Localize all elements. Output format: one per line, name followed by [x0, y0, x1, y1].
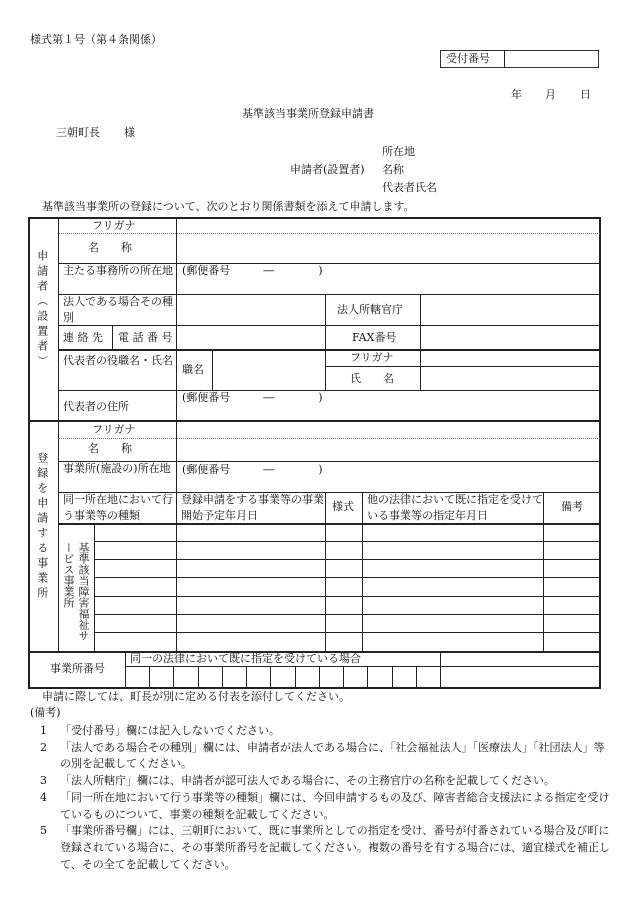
remark-item: 2 「法人である場合その種別」欄には、申請者が法人である場合に、「社会福祉法人」「医療法人」「社団法人」等の別を記載してください。: [40, 740, 605, 771]
grid-line: [416, 666, 417, 688]
rep-name-label: 氏 名: [350, 372, 394, 385]
contact-label: 連 絡 先: [63, 331, 103, 344]
same-law-label: 同一の法律において既に指定を受けている場合: [130, 652, 361, 665]
grid-line: [58, 390, 600, 391]
grid-line: [58, 233, 600, 234]
grid-line: [94, 577, 600, 578]
grid-line: [325, 366, 600, 367]
office-number-label: 事業所番号: [50, 662, 105, 675]
rep-address-label: 代表者の住所: [63, 400, 129, 413]
grid-line: [94, 541, 600, 542]
remark-item: 5 「事業所番号欄」には、三朝町において、既に事業所としての指定を受け、番号が付番されている場合及び町に登録されている場合に、その事業所番号を記載してください。複数の番号を有する場合には、適宜様式を補正して、その全てを記載してください。: [40, 824, 610, 871]
date-month: 月: [545, 88, 556, 101]
applicant-heading: 申請者(設置者): [290, 163, 365, 176]
grid-line: [94, 596, 600, 597]
office-postal: (郵便番号 ― ): [182, 264, 323, 277]
grid-line: [173, 666, 174, 688]
grid-line: [58, 438, 600, 439]
grid-line: [325, 492, 326, 651]
corp-type-label: 法人である場合その種別: [63, 295, 173, 324]
remark-item: 3 「法人所轄庁」欄には、申請者が認可法人である場合に、その主務官庁の名称を記載してください。: [40, 774, 555, 788]
remark-item: 1 「受付番号」欄には記入しないでください。: [40, 724, 280, 737]
grid-line: [125, 651, 126, 688]
grid-line: [94, 632, 600, 633]
grid-line: [392, 666, 393, 688]
column-header-start-date: 登録申請をする事業等の事業開始予定年月日: [181, 493, 324, 522]
grid-line: [58, 217, 59, 651]
applicant-location-label: 所在地: [382, 145, 415, 158]
column-header-designation-date: 他の法律において既に指定を受けている事業等の指定年月日: [367, 493, 543, 522]
grid-line: [28, 687, 601, 689]
grid-line: [58, 349, 600, 351]
grid-line: [543, 492, 544, 651]
facility-furigana-label: フリガナ: [92, 423, 136, 436]
applicant-name-label: 名 称: [88, 241, 132, 254]
grid-line: [198, 666, 199, 688]
grid-line: [599, 217, 601, 689]
corp-authority-label: 法人所轄官庁: [337, 303, 403, 316]
remarks-list: [40, 723, 610, 873]
column-header-remarks: 備考: [561, 500, 583, 513]
applicant-section-label: 申請者（設置者）: [35, 250, 49, 370]
remarks-heading: (備考): [30, 706, 61, 719]
facility-name-label: 名 称: [88, 442, 132, 455]
intro-text: 基準該当事業所の登録について、次のとおり関係書類を添えて申請します。: [42, 200, 415, 213]
grid-line: [246, 666, 247, 688]
attach-note: 申請に際しては、町長が別に定める付表を添付してください。: [42, 690, 350, 703]
grid-line: [94, 614, 600, 615]
grid-line: [149, 666, 150, 688]
grid-line: [94, 559, 600, 560]
job-title-label: 職名: [182, 363, 204, 376]
fax-label: FAX番号: [352, 331, 397, 344]
grid-line: [440, 651, 441, 688]
grid-line: [367, 666, 368, 688]
grid-line: [94, 523, 95, 651]
facility-postal: (郵便番号 ― ): [182, 463, 323, 476]
grid-line: [420, 294, 421, 390]
page-title: 基準該当事業所登録申請書: [242, 107, 374, 120]
applicant-furigana-label: フリガナ: [92, 219, 136, 232]
column-header-form: 様式: [332, 500, 354, 513]
addressee: 三朝町長: [56, 126, 100, 139]
column-header-service-type: 同一所在地において行う事業等の種類: [63, 493, 173, 522]
rep-postal: (郵便番号 ― ): [182, 391, 323, 404]
facility-address-label: 事業所(施設の)所在地: [63, 462, 171, 475]
grid-line: [125, 666, 600, 667]
office-address-label: 主たる事務所の所在地: [63, 264, 173, 277]
phone-label: 電 話 番 号: [118, 331, 173, 344]
grid-line: [270, 666, 271, 688]
grid-line: [319, 666, 320, 688]
reception-number-label: 受付番号: [446, 52, 490, 65]
grid-line: [362, 492, 363, 651]
facility-section-label: 登録を申請する事業所: [35, 452, 49, 602]
grid-line: [112, 325, 113, 349]
grid-line: [222, 666, 223, 688]
date-year: 年: [511, 88, 522, 101]
grid-line: [325, 294, 326, 390]
service-label: 基準該当障害福祉サービス事業所: [62, 542, 90, 641]
grid-line: [343, 666, 344, 688]
rep-title-name-label: 代表者の役職名・氏名: [63, 354, 173, 367]
date-day: 日: [580, 88, 591, 101]
rep-furigana-label: フリガナ: [350, 351, 394, 364]
grid-line: [212, 349, 213, 390]
applicant-name-label: 名称: [382, 163, 404, 176]
reception-number-input[interactable]: [506, 51, 596, 67]
honorific: 様: [124, 126, 135, 139]
grid-line: [176, 217, 177, 651]
reception-number-box: [440, 50, 599, 68]
grid-line: [295, 666, 296, 688]
grid-line: [28, 217, 30, 689]
applicant-rep-label: 代表者氏名: [382, 181, 437, 194]
remark-item: 4 「同一所在地において行う事業等の種類」欄には、今回申請するもの及び、障害者総合支援法による指定を受けているものについて、事業の種類を記載してください。: [40, 790, 610, 821]
grid-line: [28, 420, 600, 422]
form-number: 様式第１号（第４条関係）: [30, 33, 162, 46]
